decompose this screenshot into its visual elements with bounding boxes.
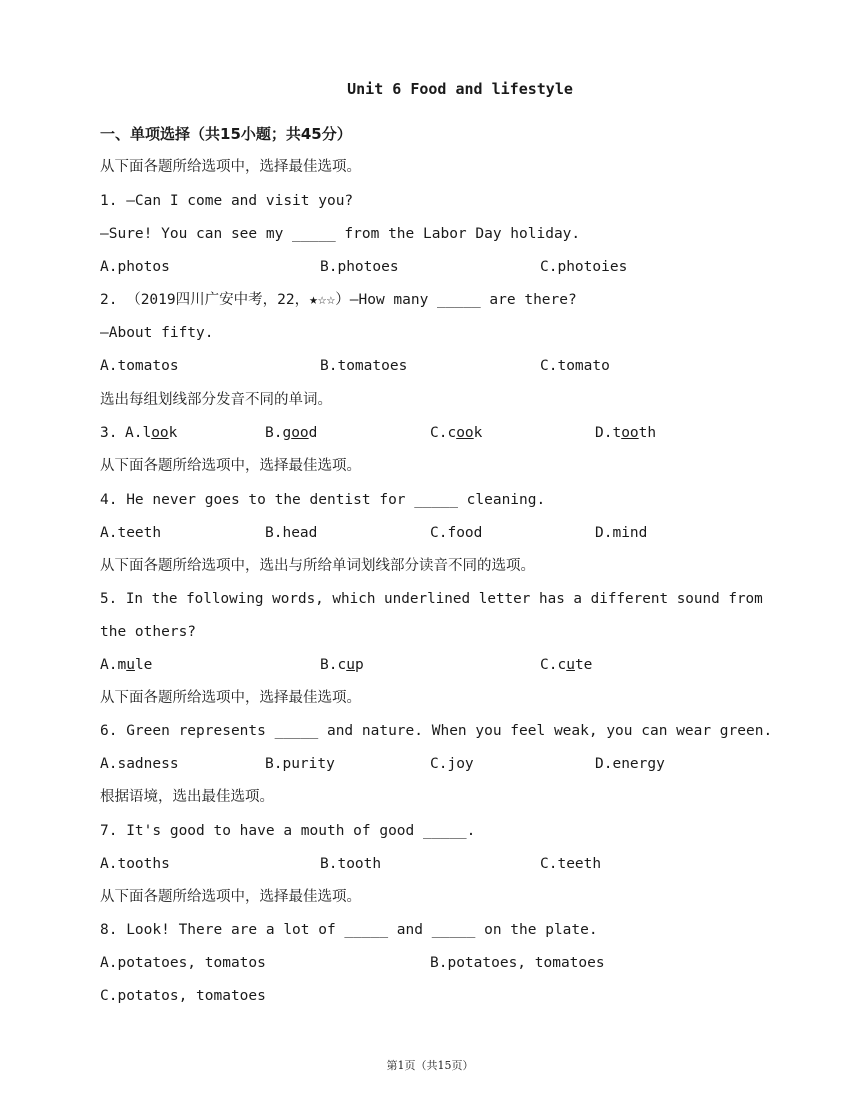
question-1-line2: —Sure! You can see my _____ from the Labor Day holiday. — [100, 226, 581, 242]
q4-option-b: B.head — [265, 525, 318, 541]
q8-option-b: B.potatoes, tomatoes — [430, 955, 605, 971]
question-4-stem: 4. He never goes to the dentist for _____ cleaning. — [100, 492, 546, 508]
instruction-4: 从下面各题所给选项中，选出与所给单词划线部分读音不同的选项。 — [100, 558, 535, 574]
q4-option-a: A.teeth — [100, 525, 162, 541]
q3-option-b: B.good — [265, 425, 318, 441]
q1-option-b: B.photoes — [320, 259, 399, 275]
question-1-stem: 1. —Can I come and visit you? — [100, 193, 354, 209]
question-2-stem: 2. （2019四川广安中考，22，★☆☆）—How many _____ are there? — [100, 292, 577, 308]
question-7-stem: 7. It's good to have a mouth of good _____. — [100, 823, 476, 839]
instruction-3: 从下面各题所给选项中，选择最佳选项。 — [100, 458, 361, 474]
question-5-line2: the others? — [100, 624, 197, 640]
q6-option-d: D.energy — [595, 756, 665, 772]
instruction-5: 从下面各题所给选项中，选择最佳选项。 — [100, 690, 361, 706]
instruction-6: 根据语境，选出最佳选项。 — [100, 789, 274, 805]
q3-option-d: D.tooth — [595, 425, 657, 441]
q6-option-a: A.sadness — [100, 756, 179, 772]
q8-option-a: A.potatoes, tomatos — [100, 955, 266, 971]
section-heading: 一、单项选择（共15小题；共45分） — [100, 125, 352, 143]
q2-option-a: A.tomatos — [100, 358, 179, 374]
q1-option-c: C.photoies — [540, 259, 628, 275]
q2-option-c: C.tomato — [540, 358, 610, 374]
q5-option-a: A.mule — [100, 657, 153, 673]
q6-option-c: C.joy — [430, 756, 474, 772]
q1-option-a: A.photos — [100, 259, 170, 275]
instruction-7: 从下面各题所给选项中，选择最佳选项。 — [100, 889, 361, 905]
page-footer: 第1页（共15页） — [386, 1059, 474, 1072]
q7-option-a: A.tooths — [100, 856, 170, 872]
q3-option-c: C.cook — [430, 425, 483, 441]
q2-option-b: B.tomatoes — [320, 358, 408, 374]
q5-option-c: C.cute — [540, 657, 593, 673]
q7-option-b: B.tooth — [320, 856, 382, 872]
q6-option-b: B.purity — [265, 756, 335, 772]
instruction-1: 从下面各题所给选项中，选择最佳选项。 — [100, 159, 361, 175]
q4-option-d: D.mind — [595, 525, 648, 541]
instruction-2: 选出每组划线部分发音不同的单词。 — [100, 392, 332, 408]
question-5-stem: 5. In the following words, which underlined letter has a different sound from — [100, 591, 763, 607]
q5-option-b: B.cup — [320, 657, 364, 673]
document-title: Unit 6 Food and lifestyle — [347, 80, 573, 98]
question-8-stem: 8. Look! There are a lot of _____ and _____ on the plate. — [100, 922, 598, 938]
q8-option-c: C.potatos, tomatoes — [100, 988, 266, 1004]
q4-option-c: C.food — [430, 525, 483, 541]
question-3-number: 3. — [100, 425, 118, 441]
q3-option-a: A.look — [125, 425, 178, 441]
question-6-stem: 6. Green represents _____ and nature. When you feel weak, you can wear green. — [100, 723, 773, 739]
question-2-line2: —About fifty. — [100, 325, 214, 341]
q7-option-c: C.teeth — [540, 856, 602, 872]
